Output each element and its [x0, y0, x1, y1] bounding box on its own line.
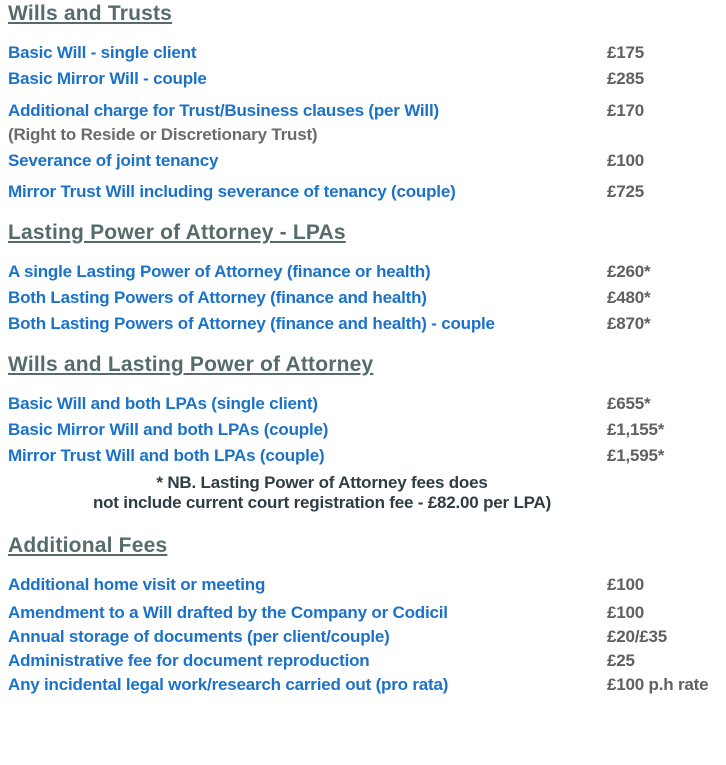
item-label: Any incidental legal work/research carried out (pro rata) — [8, 675, 449, 694]
item-price: £260* — [607, 262, 651, 281]
item-price: £1,155* — [607, 420, 665, 439]
item-price: £1,595* — [607, 446, 665, 465]
sections-root — [8, 2, 722, 693]
price-row — [8, 183, 722, 200]
price-row-labels — [8, 152, 607, 169]
item-label: A single Lasting Power of Attorney (finance or health) — [8, 262, 431, 281]
item-label: Severance of joint tenancy — [8, 151, 219, 170]
price-rows — [8, 576, 722, 693]
item-label: Administrative fee for document reproduction — [8, 651, 370, 670]
price-row — [8, 652, 722, 669]
item-label: Mirror Trust Will including severance of tenancy (couple) — [8, 182, 456, 201]
item-sublabel: (Right to Reside or Discretionary Trust) — [8, 125, 318, 144]
item-label: Both Lasting Powers of Attorney (finance and health) - couple — [8, 314, 495, 333]
price-row-labels — [8, 183, 607, 200]
price-row-labels — [8, 421, 607, 438]
price-row — [8, 576, 722, 593]
price-row — [8, 102, 722, 143]
price-rows — [8, 263, 722, 332]
item-price: £100 — [607, 575, 645, 594]
price-row — [8, 628, 722, 645]
price-row-labels — [8, 447, 607, 464]
item-price: £725 — [607, 182, 645, 201]
price-row-labels — [8, 315, 607, 332]
section-title: Additional Fees — [8, 534, 168, 557]
price-row — [8, 289, 722, 306]
item-price: £655* — [607, 394, 651, 413]
item-price: £25 — [607, 651, 635, 670]
item-label: Additional home visit or meeting — [8, 575, 266, 594]
price-row-labels — [8, 44, 607, 61]
price-row — [8, 70, 722, 87]
section-title: Wills and Trusts — [8, 2, 173, 25]
item-label: Both Lasting Powers of Attorney (finance and health) — [8, 288, 427, 307]
price-row-labels — [8, 289, 607, 306]
item-label: Basic Will and both LPAs (single client) — [8, 394, 318, 413]
pricing-section — [8, 221, 722, 332]
pricing-section — [8, 2, 722, 200]
price-row-labels — [8, 102, 607, 143]
item-label: Annual storage of documents (per client/couple) — [8, 627, 390, 646]
item-price: £20/£35 — [607, 627, 668, 646]
price-row-labels — [8, 395, 607, 412]
section-title: Wills and Lasting Power of Attorney — [8, 353, 374, 376]
item-label: Basic Will - single client — [8, 43, 197, 62]
section-title: Lasting Power of Attorney - LPAs — [8, 221, 346, 244]
item-label: Amendment to a Will drafted by the Company or Codicil — [8, 603, 448, 622]
item-price: £170 — [607, 101, 645, 120]
price-rows — [8, 395, 722, 464]
price-row-labels — [8, 263, 607, 280]
price-row — [8, 44, 722, 61]
price-row — [8, 152, 722, 169]
price-row — [8, 395, 722, 412]
item-label: Basic Mirror Will and both LPAs (couple) — [8, 420, 329, 439]
price-row — [8, 263, 722, 280]
price-row-labels — [8, 652, 607, 669]
item-price: £100 — [607, 151, 645, 170]
item-label: Mirror Trust Will and both LPAs (couple) — [8, 446, 325, 465]
price-row-labels — [8, 628, 607, 645]
footnote-line: * NB. Lasting Power of Attorney fees does — [156, 473, 488, 492]
price-row — [8, 315, 722, 332]
item-price: £480* — [607, 288, 651, 307]
item-price: £175 — [607, 43, 645, 62]
pricing-page — [8, 2, 722, 693]
price-row — [8, 676, 722, 693]
item-price: £870* — [607, 314, 651, 333]
item-price: £100 p.h rate — [607, 675, 709, 694]
item-label: Additional charge for Trust/Business clauses (per Will) — [8, 101, 439, 120]
pricing-section — [8, 353, 722, 513]
price-row-labels — [8, 604, 607, 621]
item-price: £285 — [607, 69, 645, 88]
price-row — [8, 421, 722, 438]
price-row-labels — [8, 576, 607, 593]
footnote-line: not include current court registration fee - £82.00 per LPA) — [92, 493, 552, 512]
price-row — [8, 604, 722, 621]
lpa-footnote — [8, 473, 636, 513]
price-row-labels — [8, 676, 607, 693]
price-row — [8, 447, 722, 464]
item-price: £100 — [607, 603, 645, 622]
price-rows — [8, 44, 722, 200]
price-row-labels — [8, 70, 607, 87]
pricing-section — [8, 534, 722, 693]
item-label: Basic Mirror Will - couple — [8, 69, 207, 88]
